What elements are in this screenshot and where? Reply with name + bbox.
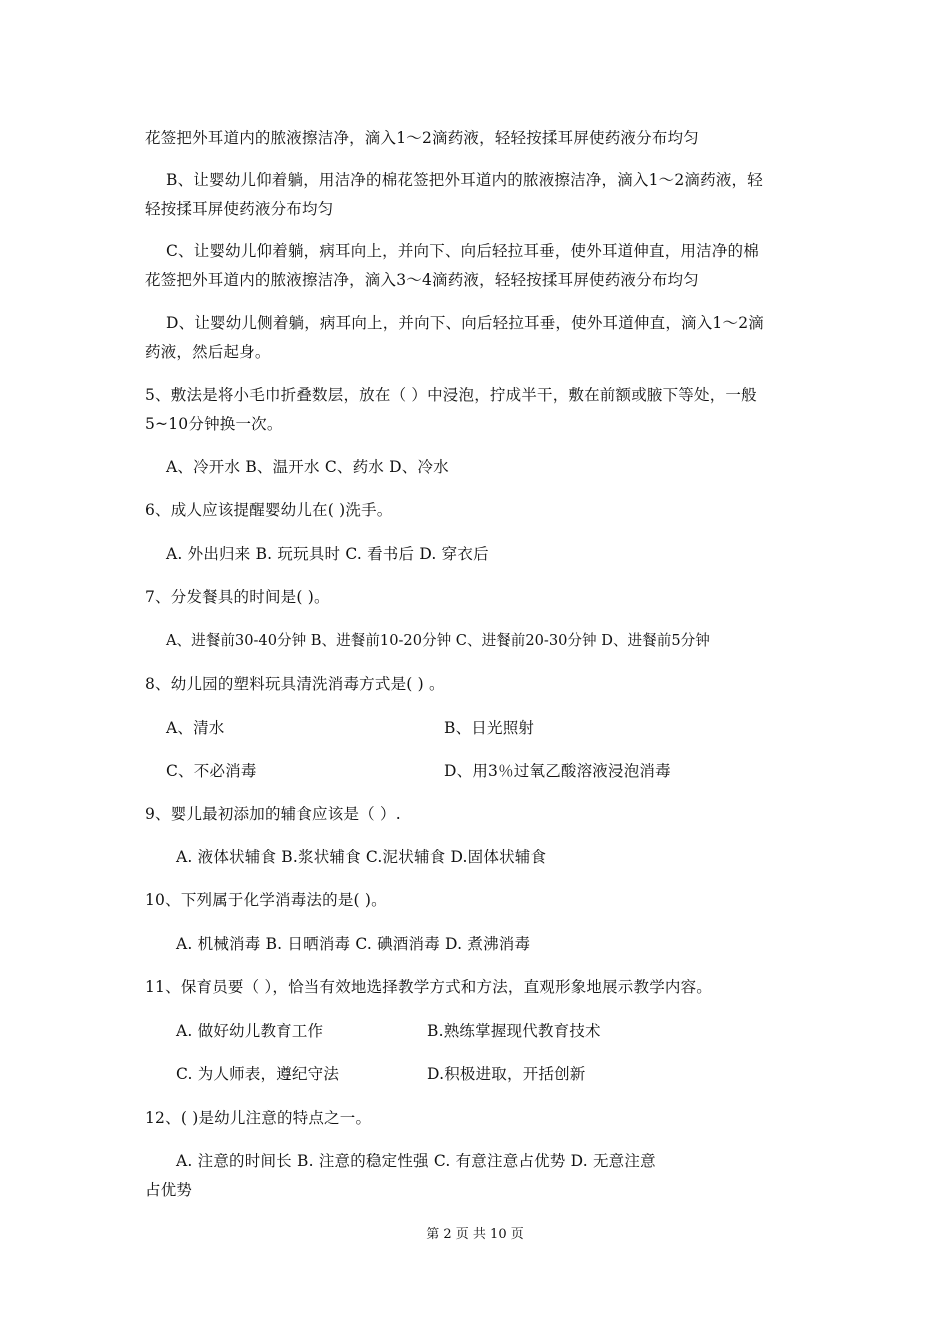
option-c-line: C、让婴幼儿仰着躺，病耳向上，并向下、向后轻拉耳垂，使外耳道伸直，用洁净的棉 xyxy=(166,242,759,260)
question-9-options: A. 液体状辅食 B.浆状辅食 C.泥状辅食 D.固体状辅食 xyxy=(176,848,547,866)
question-12-options: A. 注意的时间长 B. 注意的稳定性强 C. 有意注意占优势 D. 无意注意 xyxy=(176,1152,656,1170)
question-8-option-d: D、用3％过氧乙酸溶液浸泡消毒 xyxy=(444,762,671,780)
text-line: 药液，然后起身。 xyxy=(145,343,271,361)
question-11-option-a: A. 做好幼儿教育工作 xyxy=(176,1022,324,1040)
question-7: 7、分发餐具的时间是( )。 xyxy=(145,588,330,606)
question-8-option-c: C、不必消毒 xyxy=(166,762,257,780)
page-number-footer: 第 2 页 共 10 页 xyxy=(426,1227,524,1242)
question-8-option-b: B、日光照射 xyxy=(444,719,535,737)
question-11-option-b: B.熟练掌握现代教育技术 xyxy=(427,1022,601,1040)
question-9: 9、婴儿最初添加的辅食应该是（ ）. xyxy=(145,805,401,823)
question-11: 11、保育员要（ ），恰当有效地选择教学方式和方法，直观形象地展示教学内容。 xyxy=(145,978,713,996)
question-11-option-d: D.积极进取，开括创新 xyxy=(427,1065,586,1083)
question-5: 5、敷法是将小毛巾折叠数层，放在（ ）中浸泡，拧成半干，敷在前额或腋下等处，一般 xyxy=(145,386,757,404)
text-line: 花签把外耳道内的脓液擦洁净，滴入1～2滴药液，轻轻按揉耳屏使药液分布均匀 xyxy=(145,129,699,147)
text-line: 花签把外耳道内的脓液擦洁净，滴入3～4滴药液，轻轻按揉耳屏使药液分布均匀 xyxy=(145,271,699,289)
question-6: 6、成人应该提醒婴幼儿在( )洗手。 xyxy=(145,501,393,519)
text-line: 轻按揉耳屏使药液分布均匀 xyxy=(145,200,334,218)
text-line: 占优势 xyxy=(145,1181,193,1199)
question-12: 12、( )是幼儿注意的特点之一。 xyxy=(145,1109,372,1127)
question-10-options: A. 机械消毒 B. 日晒消毒 C. 碘酒消毒 D. 煮沸消毒 xyxy=(176,935,531,953)
question-7-options: A、进餐前30-40分钟 B、进餐前10-20分钟 C、进餐前20-30分钟 D、进餐前5分钟 xyxy=(166,632,710,649)
option-b-line: B、让婴幼儿仰着躺，用洁净的棉花签把外耳道内的脓液擦洁净，滴入1～2滴药液，轻 xyxy=(166,171,763,189)
question-8-option-a: A、清水 xyxy=(166,719,225,737)
text-line: 5~10分钟换一次。 xyxy=(145,415,283,433)
option-d-line: D、让婴幼儿侧着躺，病耳向上，并向下、向后轻拉耳垂，使外耳道伸直，滴入1～2滴 xyxy=(166,314,764,332)
question-11-option-c: C. 为人师表，遵纪守法 xyxy=(176,1065,340,1083)
question-5-options: A、冷开水 B、温开水 C、药水 D、冷水 xyxy=(166,458,449,476)
question-6-options: A. 外出归来 B. 玩玩具时 C. 看书后 D. 穿衣后 xyxy=(166,545,489,563)
question-8: 8、幼儿园的塑料玩具清洗消毒方式是( ) 。 xyxy=(145,675,445,693)
question-10: 10、下列属于化学消毒法的是( )。 xyxy=(145,891,387,909)
